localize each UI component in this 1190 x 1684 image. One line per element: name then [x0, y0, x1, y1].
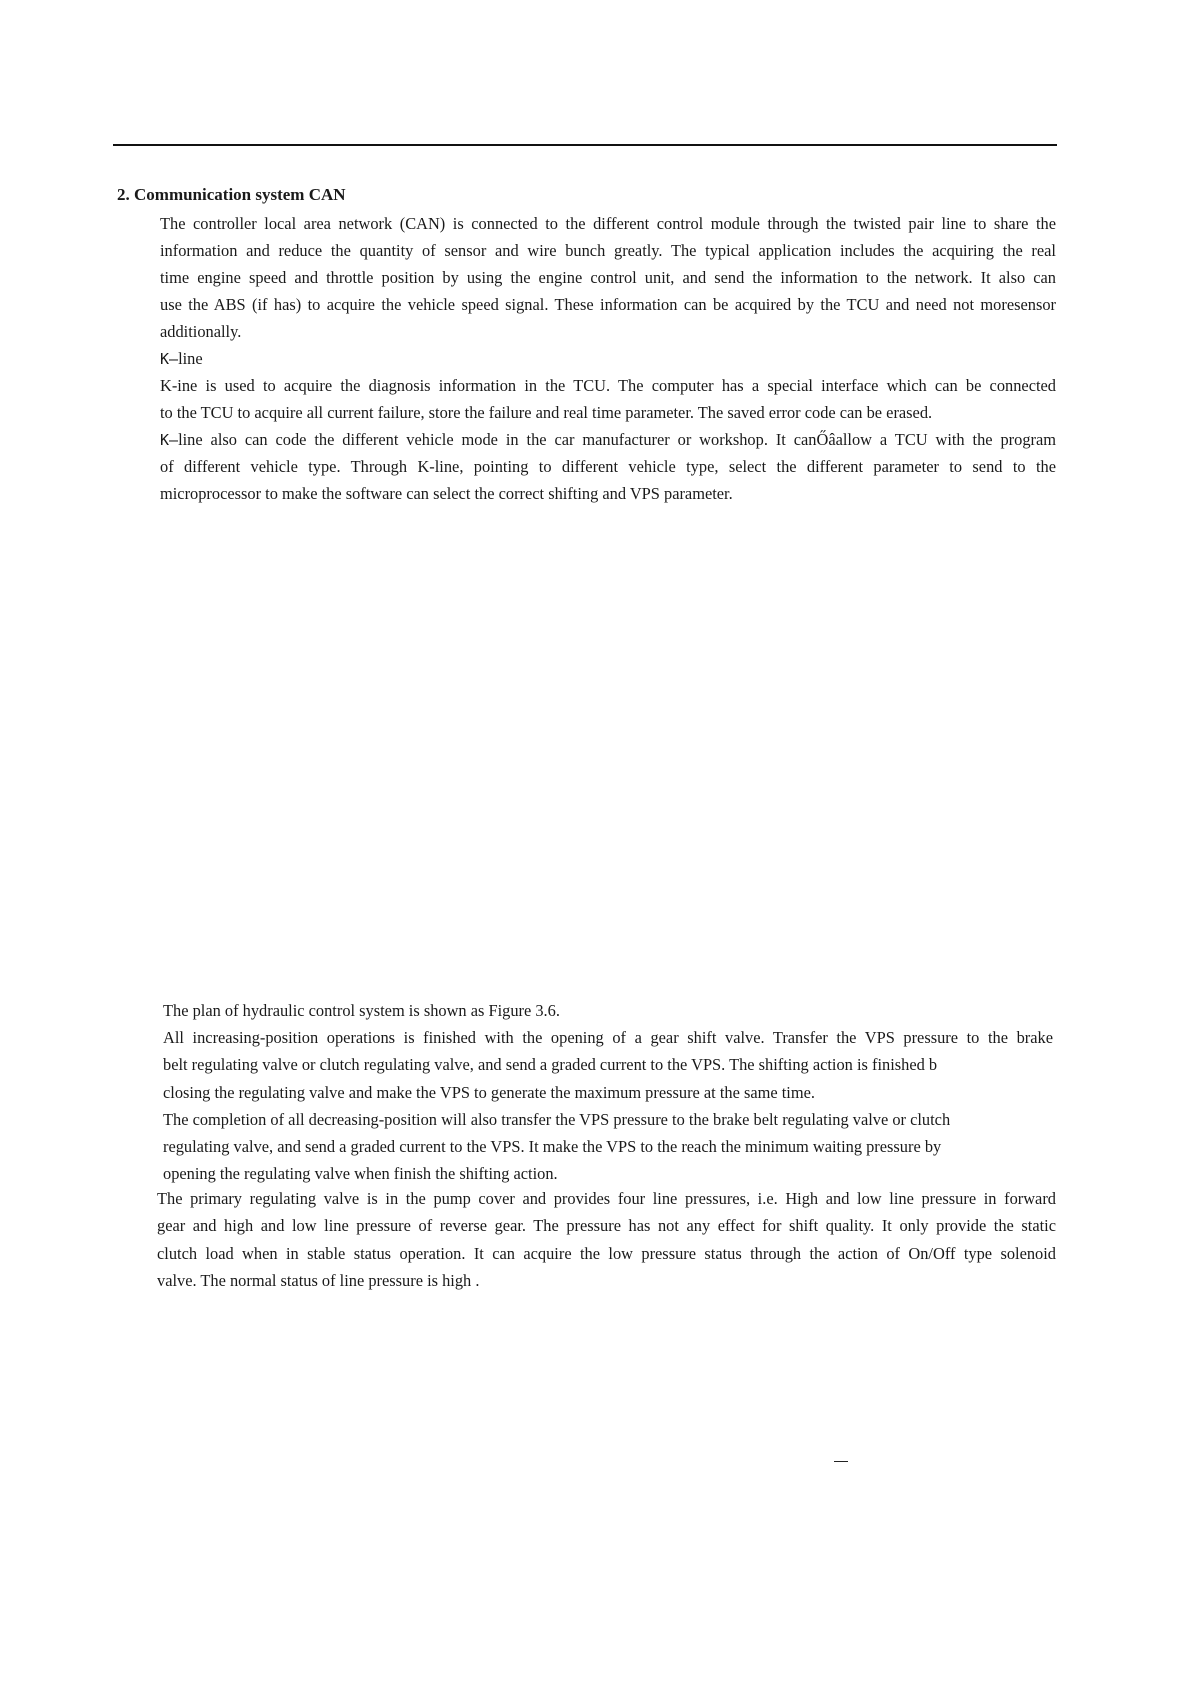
text-line: microprocessor to make the software can select the correct shifting and VPS parameter. [160, 484, 733, 503]
footer-dash [834, 1461, 848, 1462]
text-line: use the ABS (if has) to acquire the vehicle speed signal. These information can be acquired by the TCU and need not moresensor [160, 295, 1056, 314]
kline-mode-text: line also can code the different vehicle mode in the car manufacturer or workshop. It canŐâallow a TCU with the program [178, 430, 1056, 449]
header-rule [113, 144, 1057, 146]
kline-mode-prefix: K— [160, 431, 179, 449]
kline-mode-line [160, 426, 1056, 453]
text-line: time engine speed and throttle position by using the engine control unit, and send the information to the network. It also can [160, 268, 1056, 287]
text-line: K-ine is used to acquire the diagnosis information in the TCU. The computer has a special interface which can be connected [160, 376, 1056, 395]
kline-heading [160, 345, 1056, 372]
text-line: additionally. [160, 322, 242, 341]
text-line: valve. The normal status of line pressure is high . [157, 1270, 480, 1290]
text-line: gear and high and low line pressure of reverse gear. The pressure has not any effect for shift quality. It only provide the static [157, 1216, 1056, 1236]
text-line: The controller local area network (CAN) is connected to the different control module through the twisted pair line to share the [160, 214, 1056, 233]
text-line: clutch load when in stable status operation. It can acquire the low pressure status through the action of On/Off type solenoid [157, 1243, 1056, 1263]
text-line: closing the regulating valve and make the VPS to generate the maximum pressure at the same time. [163, 1082, 815, 1102]
text-line: The plan of hydraulic control system is shown as Figure 3.6. [163, 1001, 560, 1020]
text-line: belt regulating valve or clutch regulating valve, and send a graded current to the VPS. The shifting action is finished b [163, 1055, 938, 1075]
text-line: The completion of all decreasing-position will also transfer the VPS pressure to the brake belt regulating valve or clutch [163, 1109, 951, 1129]
primary-valve-description [157, 1185, 1056, 1294]
text-line: opening the regulating valve when finish the shifting action. [163, 1164, 558, 1184]
kline-heading-prefix: K— [160, 350, 179, 368]
text-line: to the TCU to acquire all current failure, store the failure and real time parameter. The saved error code can be erased. [160, 403, 933, 422]
text-line: information and reduce the quantity of sensor and wire bunch greatly. The typical application includes the acquiring the real [160, 241, 1056, 260]
section-title: 2. Communication system CAN [117, 185, 346, 204]
text-line: of different vehicle type. Through K-line, pointing to different vehicle type, select the different parameter to send to the [160, 457, 1056, 476]
hydraulic-description [163, 997, 1053, 1187]
text-line: regulating valve, and send a graded current to the VPS. It make the VPS to the reach the minimum waiting pressure by [163, 1136, 942, 1156]
text-line: All increasing-position operations is finished with the opening of a gear shift valve. Transfer the VPS pressure to the brake [163, 1028, 1053, 1048]
kline-heading-suffix: line [178, 349, 203, 368]
can-description [160, 210, 1056, 507]
text-line: The primary regulating valve is in the pump cover and provides four line pressures, i.e. High and low line pressure in forward [157, 1189, 1056, 1208]
